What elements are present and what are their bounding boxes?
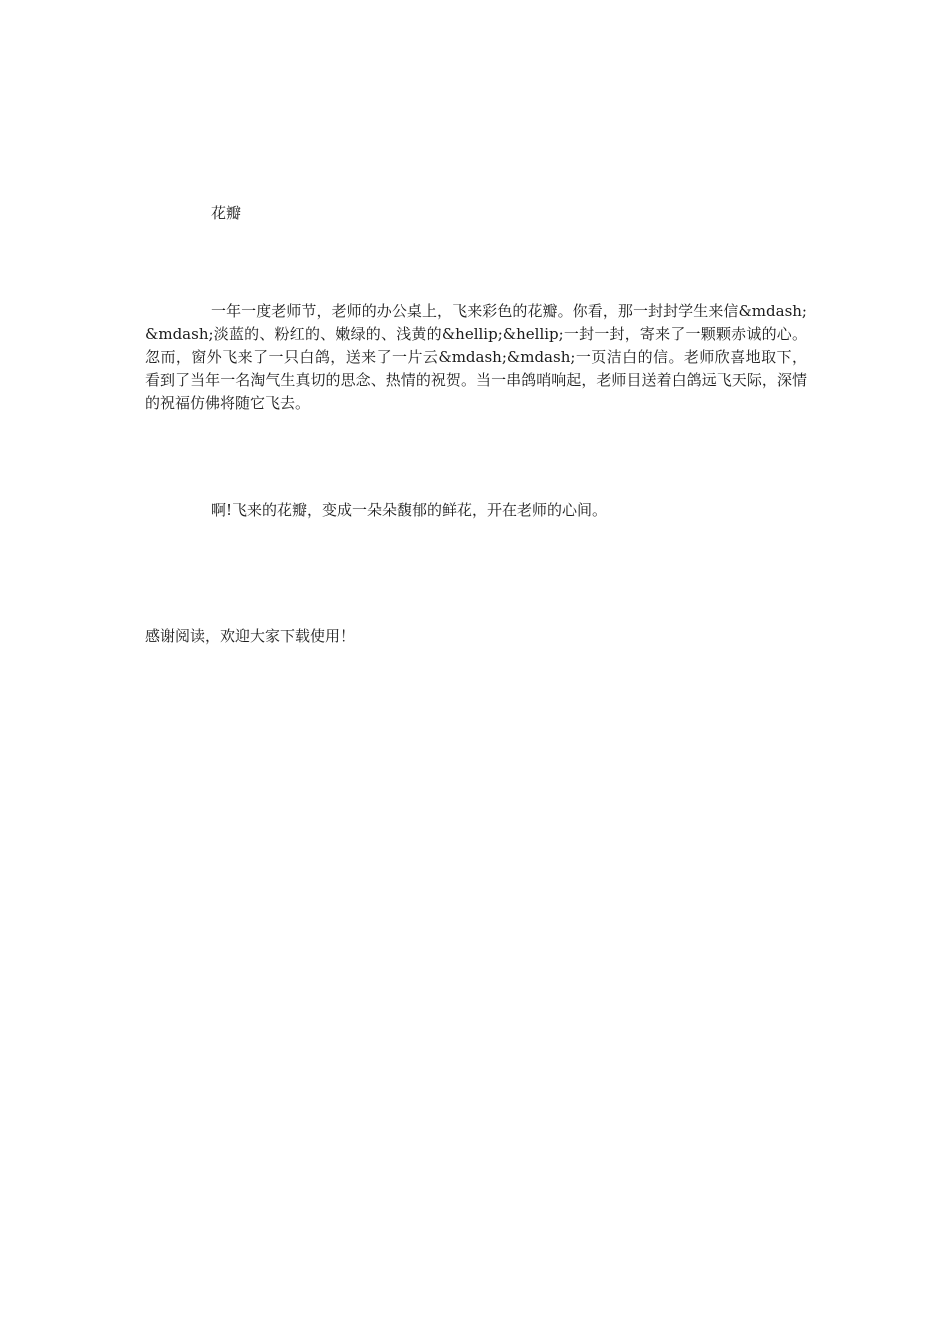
paragraph-1: 一年一度老师节，老师的办公桌上，飞来彩色的花瓣。你看，那一封封学生来信&mdash;&mdash;淡蓝的、粉红的、嫩绿的、浅黄的&hellip;&hellip;一封一封，寄来了一颗颗赤诚的心。忽而，窗外飞来了一只白鸽，送来了一片云&mdash;&mdash;一页洁白的信。老师欣喜地取下，看到了当年一名淘气生真切的思念、热情的祝贺。当一串鸽哨响起，老师目送着白鸽远飞天际，深情的祝福仿佛将随它飞去。 [145, 302, 807, 412]
closing-note: 感谢阅读，欢迎大家下载使用！ [145, 627, 356, 645]
document-title: 花瓣 [211, 204, 242, 222]
paragraph-2: 啊!飞来的花瓣，变成一朵朵馥郁的鲜花，开在老师的心间。 [211, 501, 608, 519]
